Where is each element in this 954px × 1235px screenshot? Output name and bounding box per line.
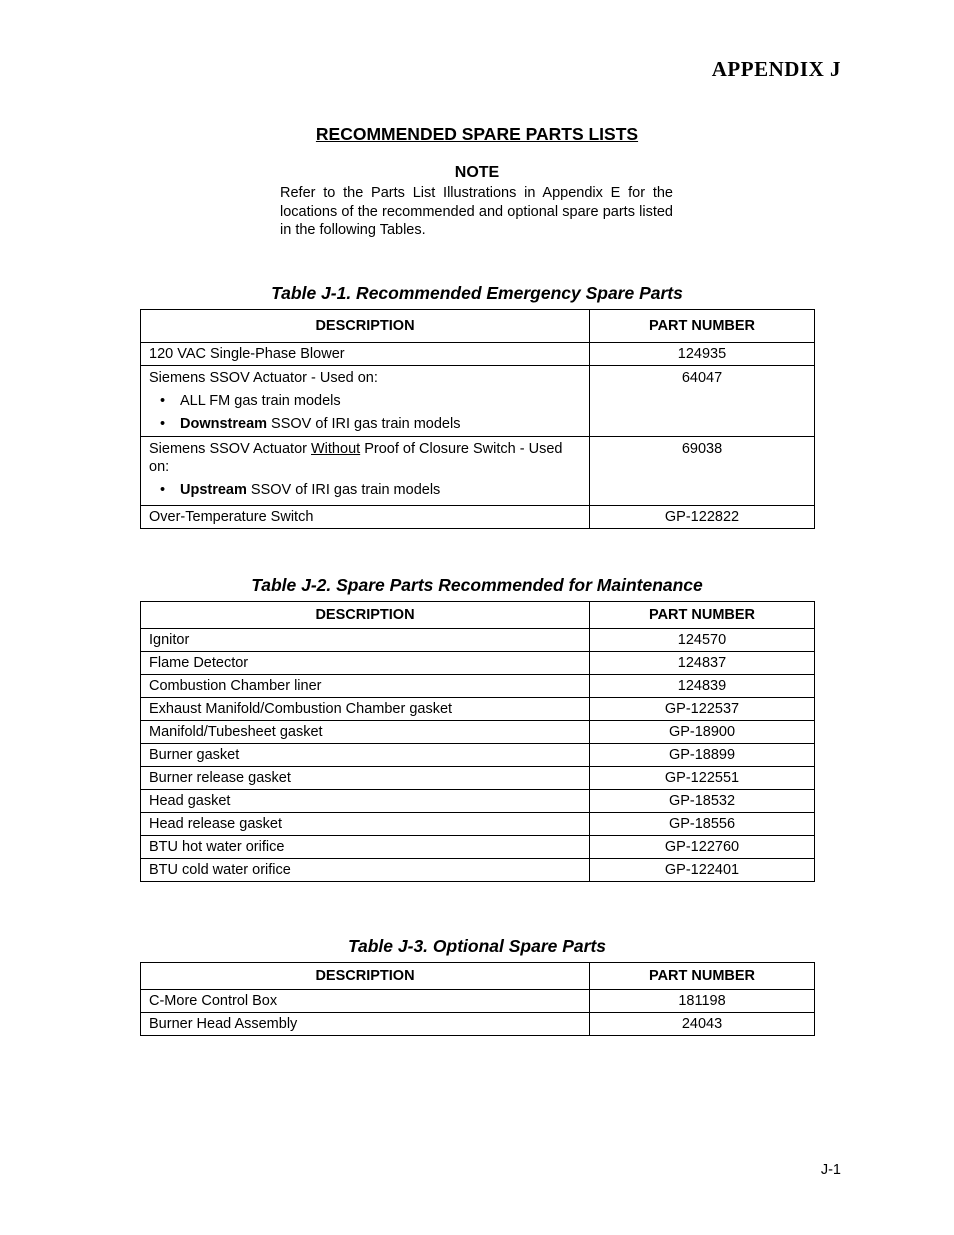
table-row	[141, 437, 815, 506]
column-header-part-number: PART NUMBER	[590, 963, 815, 990]
table-row	[141, 506, 815, 529]
cell-part-number: 64047	[590, 366, 815, 437]
cell-part-number: 124935	[590, 343, 815, 366]
page-number: J-1	[820, 1162, 841, 1178]
column-header-part-number: PART NUMBER	[590, 310, 815, 343]
appendix-heading: APPENDIX J	[711, 57, 841, 81]
cell-part-number: GP-122760	[590, 836, 815, 859]
page-title: RECOMMENDED SPARE PARTS LISTS	[315, 124, 639, 144]
cell-description: Manifold/Tubesheet gasket	[141, 721, 590, 744]
table-row	[141, 790, 815, 813]
bullet-text	[162, 415, 581, 433]
cell-description: Burner release gasket	[141, 767, 590, 790]
table-j3-body	[141, 990, 815, 1036]
column-header-description: DESCRIPTION	[141, 310, 590, 343]
table-j2-body	[141, 629, 815, 882]
bullet-icon: •	[160, 482, 166, 498]
cell-description: Flame Detector	[141, 652, 590, 675]
table-row	[141, 1013, 815, 1036]
table-row	[141, 813, 815, 836]
cell-part-number: 181198	[590, 990, 815, 1013]
table-j3	[140, 962, 815, 1036]
cell-description: C-More Control Box	[141, 990, 590, 1013]
cell-part-number: GP-122401	[590, 859, 815, 882]
cell-description: Burner gasket	[141, 744, 590, 767]
note-body: Refer to the Parts List Illustrations in Appendix E for the locations of the recommended and optional spare parts listed in the following Tables.	[280, 185, 673, 238]
cell-description: 120 VAC Single-Phase Blower	[141, 343, 590, 366]
cell-part-number: 124839	[590, 675, 815, 698]
cell-description: Head gasket	[141, 790, 590, 813]
cell-description: Burner Head Assembly	[141, 1013, 590, 1036]
table-j1	[140, 309, 815, 529]
description-part: Proof of Closure Switch - Used on:	[149, 441, 563, 475]
bullet-text: ALL FM gas train models	[180, 393, 341, 409]
table-row	[141, 652, 815, 675]
cell-part-number: GP-18899	[590, 744, 815, 767]
description-text: Siemens SSOV Actuator - Used on:	[149, 370, 378, 386]
table-row	[141, 629, 815, 652]
cell-description: Exhaust Manifold/Combustion Chamber gasket	[141, 698, 590, 721]
table-row	[141, 721, 815, 744]
table-row	[141, 990, 815, 1013]
table-row	[141, 675, 815, 698]
cell-part-number: 24043	[590, 1013, 815, 1036]
cell-description: Head release gasket	[141, 813, 590, 836]
cell-description: BTU cold water orifice	[141, 859, 590, 882]
cell-description: Combustion Chamber liner	[141, 675, 590, 698]
table-row	[141, 698, 815, 721]
bullet-item	[149, 392, 581, 410]
cell-part-number: GP-18532	[590, 790, 815, 813]
cell-description	[141, 366, 590, 437]
table-j1-caption: Table J-1. Recommended Emergency Spare Parts	[271, 283, 683, 303]
table-row	[141, 859, 815, 882]
table-j2-caption: Table J-2. Spare Parts Recommended for Maintenance	[251, 575, 703, 595]
bullet-emphasis: Downstream	[180, 416, 268, 432]
cell-part-number: GP-18556	[590, 813, 815, 836]
table-row	[141, 744, 815, 767]
bullet-icon: •	[160, 393, 166, 409]
cell-part-number: GP-18900	[590, 721, 815, 744]
bullet-item	[149, 415, 581, 433]
cell-part-number: 69038	[590, 437, 815, 506]
column-header-description: DESCRIPTION	[141, 602, 590, 629]
table-row	[141, 343, 815, 366]
cell-part-number: GP-122551	[590, 767, 815, 790]
cell-part-number: GP-122537	[590, 698, 815, 721]
table-row	[141, 366, 815, 437]
cell-description: BTU hot water orifice	[141, 836, 590, 859]
table-row	[141, 767, 815, 790]
column-header-description: DESCRIPTION	[141, 963, 590, 990]
bullet-emphasis: Upstream	[180, 482, 247, 498]
cell-part-number: 124837	[590, 652, 815, 675]
table-j3-caption: Table J-3. Optional Spare Parts	[347, 936, 607, 956]
cell-part-number: GP-122822	[590, 506, 815, 529]
description-part: Siemens SSOV Actuator	[149, 441, 311, 457]
bullet-rest: SSOV of IRI gas train models	[246, 482, 441, 498]
bullet-item	[149, 481, 581, 499]
bullet-rest: SSOV of IRI gas train models	[267, 416, 461, 432]
bullet-icon: •	[160, 416, 166, 432]
table-j2	[140, 601, 815, 882]
description-text	[149, 440, 581, 476]
cell-part-number: 124570	[590, 629, 815, 652]
cell-description	[141, 437, 590, 506]
column-header-part-number: PART NUMBER	[590, 602, 815, 629]
note-heading: NOTE	[454, 164, 500, 181]
description-underlined: Without	[311, 441, 361, 457]
table-row	[141, 836, 815, 859]
cell-description: Ignitor	[141, 629, 590, 652]
cell-description: Over-Temperature Switch	[141, 506, 590, 529]
bullet-text	[162, 481, 581, 499]
